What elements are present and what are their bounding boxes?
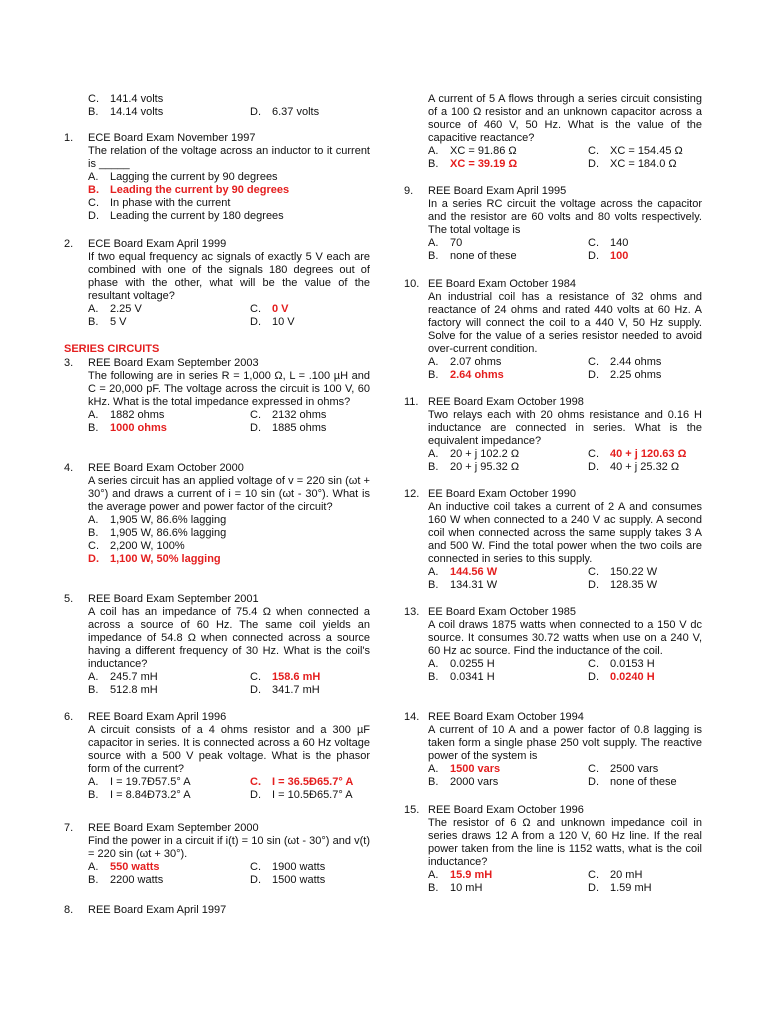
question-10: 10. EE Board Exam October 1984 An industrial coil has a resistance of 32 ohms and reactance of 24 ohms and rated 440 volts at 60 Hz. A factory will connect the coil to a 440 V, 50 Hz supply. Solve for the value of a series resistor needed to avoid over-current condition. A. 2.07 ohms C. 2.44 ohms B. 2.64 ohms D. 2.25 ohms — [404, 278, 702, 381]
correct-answer: 40 + j 120.63 Ω — [610, 448, 687, 460]
correct-answer: 1,100 W, 50% lagging — [110, 553, 221, 565]
question-stem: An inductive coil takes a current of 2 A and consumes 160 W when connected to a 240 V ac supply. A second coil when connected across the same supply takes 3 A and 500 W. Find the total power when the two coils are connected in series to this supply. — [428, 501, 702, 565]
question-stem: In a series RC circuit the voltage across the capacitor and the resistor are 60 volts and 80 volts respectively. The total voltage is — [428, 198, 702, 236]
correct-answer: 158.6 mH — [272, 671, 321, 683]
question-stem: A current of 10 A and a power factor of 0.8 lagging is taken form a single phase 250 volt supply. The reactive power of the system is — [428, 724, 702, 762]
correct-answer: 1000 ohms — [110, 422, 167, 434]
question-5: 5. REE Board Exam September 2001 A coil has an impedance of 75.4 Ω when connected a across a source of 60 Hz. The same coil yields an impedance of 54.8 Ω when connected across a source having a different frequency of 30 Hz. What is the coil's inductance? A. 245.7 mH C. 158.6 mH B. 512.8 mH D. 341.7 mH — [64, 593, 370, 696]
question-12: 12. EE Board Exam October 1990 An inductive coil takes a current of 2 A and consumes 160 W when connected to a 240 V ac supply. A second coil when connected across the same supply takes 3 A and 500 W. Find the total power when the two coils are connected in series to this supply. A. 144.56 W C. 150.22 W B. 134.31 W D. 128.35 W — [404, 488, 702, 591]
correct-answer: 0.0240 H — [610, 671, 655, 683]
question-3: 3. REE Board Exam September 2003 The following are in series R = 1,000 Ω, L = .100 µH and C = 20,000 pF. The voltage across the circuit is 100 V, 60 kHz. What is the total impedance expressed in ohms? A. 1882 ohms C. 2132 ohms B. 1000 ohms D. 1885 ohms — [64, 357, 370, 434]
correct-answer: 0 V — [272, 303, 289, 315]
question-14: 14. REE Board Exam October 1994 A current of 10 A and a power factor of 0.8 lagging is taken form a single phase 250 volt supply. The reactive power of the system is A. 1500 vars C. 2500 vars B. 2000 vars D. none of these — [404, 711, 702, 788]
question-stem: If two equal frequency ac signals of exactly 5 V each are combined with one of the signals 180 degrees out of phase with the other, what will be the value of the resultant voltage? — [88, 251, 370, 302]
question-7: 7. REE Board Exam September 2000 Find the power in a circuit if i(t) = 10 sin (ωt - 30°) and v(t) = 220 sin (ωt + 30°). A. 550 watts C. 1900 watts B. 2200 watts D. 1500 watts — [64, 822, 370, 886]
correct-answer: Leading the current by 90 degrees — [110, 184, 290, 196]
correct-answer: 2.64 ohms — [450, 369, 504, 381]
question-stem: A series circuit has an applied voltage of v = 220 sin (ωt + 30°) and draws a current of i = 10 sin (ωt - 30°). What is the average power and power factor of the circuit? — [88, 475, 370, 513]
question-9: 9. REE Board Exam April 1995 In a series RC circuit the voltage across the capacitor and the resistor are 60 volts and 80 volts respectively. The total voltage is A. 70 C. 140 B. none of these D. 100 — [404, 185, 702, 262]
correct-answer: I = 36.5Ð65.7° A — [272, 776, 354, 788]
question-4: 4. REE Board Exam October 2000 A series circuit has an applied voltage of v = 220 sin (ωt + 30°) and draws a current of i = 10 sin (ωt - 30°). What is the average power and power factor of the circuit? A. 1,905 W, 86.6% lagging B. 1,905 W, 86.6% lagging C. 2,200 W, 100% D. 1,100 W, 50% lagging — [64, 462, 370, 565]
question-15: 15. REE Board Exam October 1996 The resistor of 6 Ω and unknown impedance coil in series draws 12 A from a 120 V, 60 Hz line. If the real power taken from the line is 1152 watts, what is the coil inductance? A. 15.9 mH C. 20 mH B. 10 mH D. 1.59 mH — [404, 804, 702, 894]
question-13: 13. EE Board Exam October 1985 A coil draws 1875 watts when connected to a 150 V dc source. It consumes 30.72 watts when use on a 240 V, 60 Hz ac source. Find the inductance of the coil. A. 0.0255 H C. 0.0153 H B. 0.0341 H D. 0.0240 H — [404, 606, 702, 683]
question-6: 6. REE Board Exam April 1996 A circuit consists of a 4 ohms resistor and a 300 µF capacitor in series. It is connected across a 60 Hz voltage source with a 500 V peak voltage. What is the phasor form of the current? A. I = 19.7Ð57.5° A C. I = 36.5Ð65.7° A B. I = 8.84Ð73.2° A D. I = 10.5Ð65.7° A — [64, 711, 370, 801]
question-stem: Find the power in a circuit if i(t) = 10 sin (ωt - 30°) and v(t) = 220 sin (ωt + 30°). — [88, 835, 370, 860]
question-2: 2. ECE Board Exam April 1999 If two equal frequency ac signals of exactly 5 V each are combined with one of the signals 180 degrees out of phase with the other, what will be the value of the resultant voltage? A. 2.25 V C. 0 V B. 5 V D. 10 V — [64, 238, 370, 328]
top-options: C. 141.4 volts B. 14.14 volts D. 6.37 volts — [88, 93, 320, 118]
correct-answer: 1500 vars — [450, 763, 501, 775]
question-stem: An industrial coil has a resistance of 32 ohms and reactance of 24 ohms and rated 440 volts at 60 Hz. A factory will connect the coil to a 440 V, 50 Hz supply. Solve for the value of a series resistor needed to avoid over-current condition. — [428, 291, 702, 355]
correct-answer: 15.9 mH — [450, 869, 493, 881]
question-8-heading: 8. REE Board Exam April 1997 — [64, 904, 227, 916]
question-11: 11. REE Board Exam October 1998 Two relays each with 20 ohms resistance and 0.16 H inductance are connected in series. What is the equivalent impedance? A. 20 + j 102.2 Ω C. 40 + j 120.63 Ω B. 20 + j 95.32 Ω D. 40 + j 25.32 Ω — [404, 396, 702, 473]
question-stem: A circuit consists of a 4 ohms resistor and a 300 µF capacitor in series. It is connected across a 60 Hz voltage source with a 500 V peak voltage. What is the phasor form of the current? — [88, 724, 370, 775]
question-8-body: A current of 5 A flows through a series circuit consisting of a 100 Ω resistor and an unknown capacitor across a source of 460 V, 50 Hz. What is the value of the capacitive reactance? A. XC = 91.86 Ω C. XC = 154.45 Ω B. XC = 39.19 Ω D. XC = 184.0 Ω — [428, 93, 702, 170]
section-heading: SERIES CIRCUITS — [64, 343, 160, 355]
correct-answer: 144.56 W — [450, 566, 498, 578]
correct-answer: 550 watts — [110, 861, 160, 873]
question-stem: The relation of the voltage across an inductor to it current is _____ — [88, 145, 370, 170]
question-stem: Two relays each with 20 ohms resistance and 0.16 H inductance are connected in series. What is the equivalent impedance? — [428, 409, 702, 447]
question-1: 1. ECE Board Exam November 1997 The relation of the voltage across an inductor to it current is _____ A. Lagging the current by 90 degrees B. Leading the current by 90 degrees C. In phase with the current D. Leading the current by 180 degrees — [64, 132, 370, 222]
correct-answer: 100 — [610, 250, 629, 262]
question-stem: A coil draws 1875 watts when connected to a 150 V dc source. It consumes 30.72 watts when use on a 240 V, 60 Hz ac source. Find the inductance of the coil. — [428, 619, 702, 657]
correct-answer: XC = 39.19 Ω — [450, 158, 518, 170]
question-stem: The resistor of 6 Ω and unknown impedance coil in series draws 12 A from a 120 V, 60 Hz line. If the real power taken from the line is 1152 watts, what is the coil inductance? — [428, 817, 702, 868]
question-stem: The following are in series R = 1,000 Ω, L = .100 µH and C = 20,000 pF. The voltage across the circuit is 100 V, 60 kHz. What is the total impedance expressed in ohms? — [88, 370, 370, 408]
question-stem: A current of 5 A flows through a series circuit consisting of a 100 Ω resistor and an unknown capacitor across a source of 460 V, 50 Hz. What is the value of the capacitive reactance? — [428, 93, 702, 144]
question-stem: A coil has an impedance of 75.4 Ω when connected a across a source of 60 Hz. The same coil yields an impedance of 54.8 Ω when connected across a source having a different frequency of 30 Hz. What is the coil's inductance? — [88, 606, 370, 670]
